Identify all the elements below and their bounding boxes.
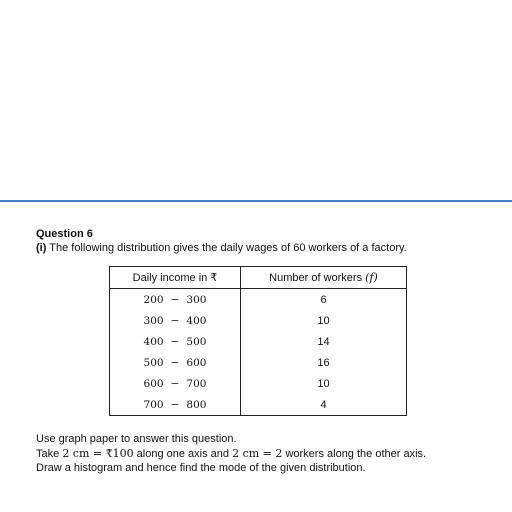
range-from: 400 [143,335,164,348]
instruction-take: Take [36,447,60,460]
range-to: 400 [186,314,207,327]
instruction-line-3: Draw a histogram and hence find the mode of the given distribution. [36,462,366,474]
question-part [36,241,506,255]
header-f-symbol: (f) [365,271,378,284]
worker-count: 10 [241,310,407,331]
worker-count: 14 [241,331,407,352]
instructions [36,432,506,476]
income-range [110,394,241,416]
worker-count: 10 [241,373,407,394]
table-row [110,352,407,373]
worker-count: 6 [241,289,407,311]
table-row [110,331,407,352]
range-dash: − [170,335,180,348]
question-block [36,227,506,255]
range-to: 600 [186,356,207,369]
range-dash: − [170,314,180,327]
range-from: 600 [143,377,164,390]
header-workers-label: Number of workers [269,272,363,284]
header-daily-income: Daily income in ₹ [110,267,241,289]
instruction-along: along one axis and [136,447,230,460]
range-from: 200 [143,293,164,306]
scale-axis-workers: 2 cm = 2 [232,446,283,460]
table-row [110,373,407,394]
header-workers [241,267,407,289]
range-dash: − [170,293,180,306]
income-range [110,331,241,352]
worker-count: 4 [241,394,407,416]
question-title: Question 6 [36,228,93,240]
table-header-row [110,267,407,289]
range-dash: − [170,377,180,390]
range-dash: − [170,398,180,411]
scale-axis-income: 2 cm = ₹100 [62,446,134,460]
range-to: 700 [186,377,207,390]
range-to: 800 [186,398,207,411]
income-range [110,310,241,331]
section-divider [0,200,512,202]
table-row [110,289,407,311]
instruction-line-1: Use graph paper to answer this question. [36,433,237,445]
income-range [110,373,241,394]
income-range [110,352,241,373]
range-to: 500 [186,335,207,348]
part-text: The following distribution gives the daily wages of 60 workers of a factory. [49,242,407,254]
worker-count: 16 [241,352,407,373]
income-range [110,289,241,311]
range-from: 300 [143,314,164,327]
part-label: (i) [36,242,47,254]
range-to: 300 [186,293,207,306]
distribution-table [109,266,407,416]
instruction-workers-axis: workers along the other axis. [285,447,427,460]
table-row [110,310,407,331]
blank-area [0,0,512,200]
table-row [110,394,407,416]
instruction-line-2 [36,447,506,462]
range-from: 700 [143,398,164,411]
range-dash: − [170,356,180,369]
range-from: 500 [143,356,164,369]
